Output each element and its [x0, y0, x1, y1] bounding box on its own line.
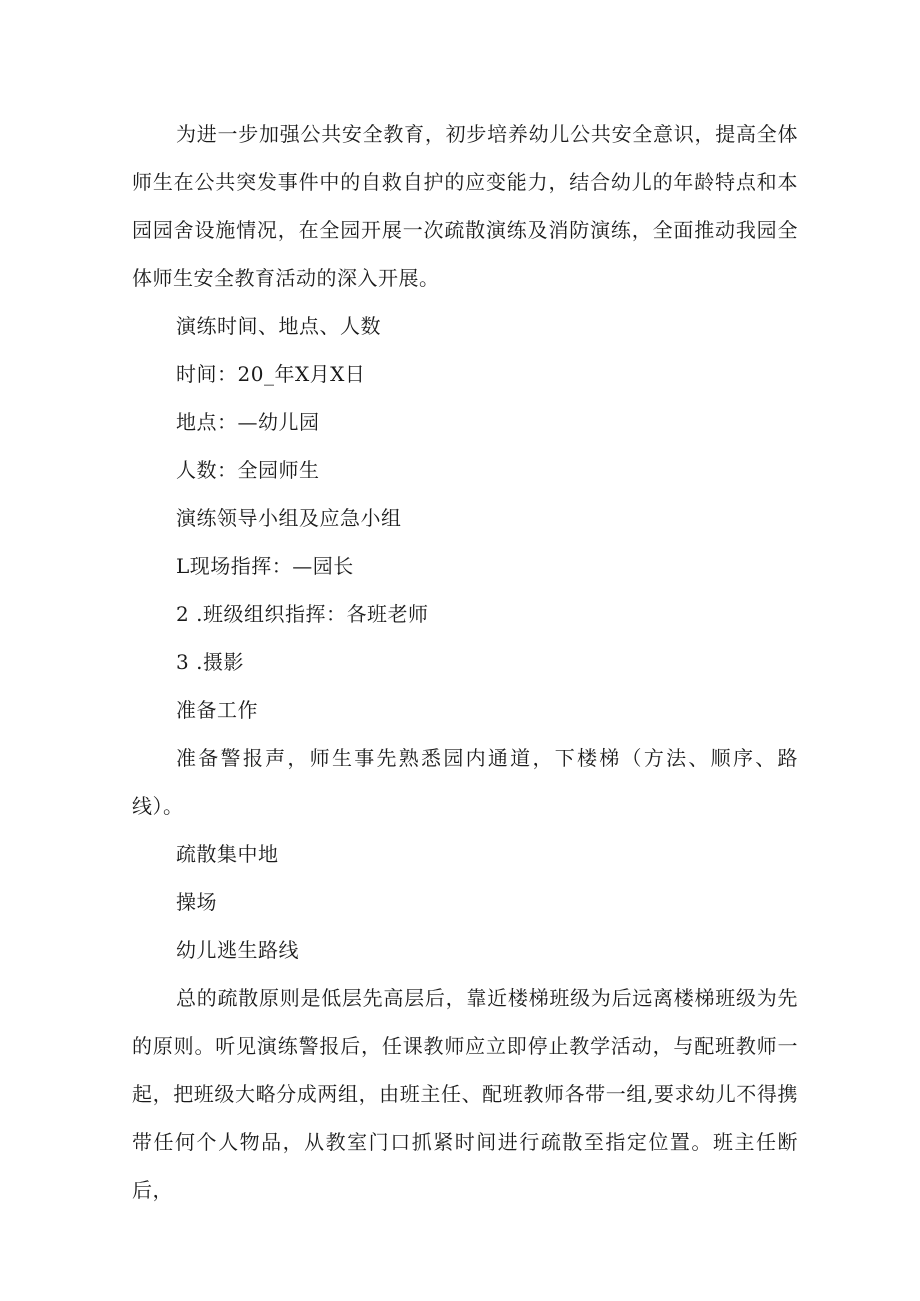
people-line: 人数：全园师生 — [176, 458, 320, 482]
place-line: 地点：—幼儿园 — [176, 410, 320, 434]
route-paragraph: 总的疏散原则是低层先高层后，靠近楼梯班级为后远离楼梯班级为先的原则。听见演练警报后，任课教师应立即停止教学活动，与配班教师一起，把班级大略分成两组，由班主任、配班教师各带一组,要求幼儿不得携带任何个人物品，从教室门口抓紧时间进行疏散至指定位置。班主任断后， — [132, 986, 798, 1202]
time-line: 时间：20_年X月X日 — [176, 362, 366, 386]
section-heading-time-place: 演练时间、地点、人数 — [176, 314, 381, 338]
assembly-place: 操场 — [176, 890, 217, 914]
leadership-item-3: 3 .摄影 — [176, 650, 244, 674]
leadership-item-1: L现场指挥：—园长 — [176, 554, 354, 578]
section-heading-leadership: 演练领导小组及应急小组 — [176, 506, 402, 530]
section-heading-assembly: 疏散集中地 — [176, 842, 279, 866]
prep-paragraph: 准备警报声，师生事先熟悉园内通道，下楼梯（方法、顺序、路线）。 — [132, 746, 798, 818]
section-heading-prep: 准备工作 — [176, 698, 258, 722]
leadership-item-2: 2 .班级组织指挥：各班老师 — [176, 602, 429, 626]
section-heading-route: 幼儿逃生路线 — [176, 938, 299, 962]
intro-paragraph: 为进一步加强公共安全教育，初步培养幼儿公共安全意识，提高全体师生在公共突发事件中的自救自护的应变能力，结合幼儿的年龄特点和本园园舍设施情况，在全园开展一次疏散演练及消防演练，全面推动我园全体师生安全教育活动的深入开展。 — [132, 122, 798, 290]
